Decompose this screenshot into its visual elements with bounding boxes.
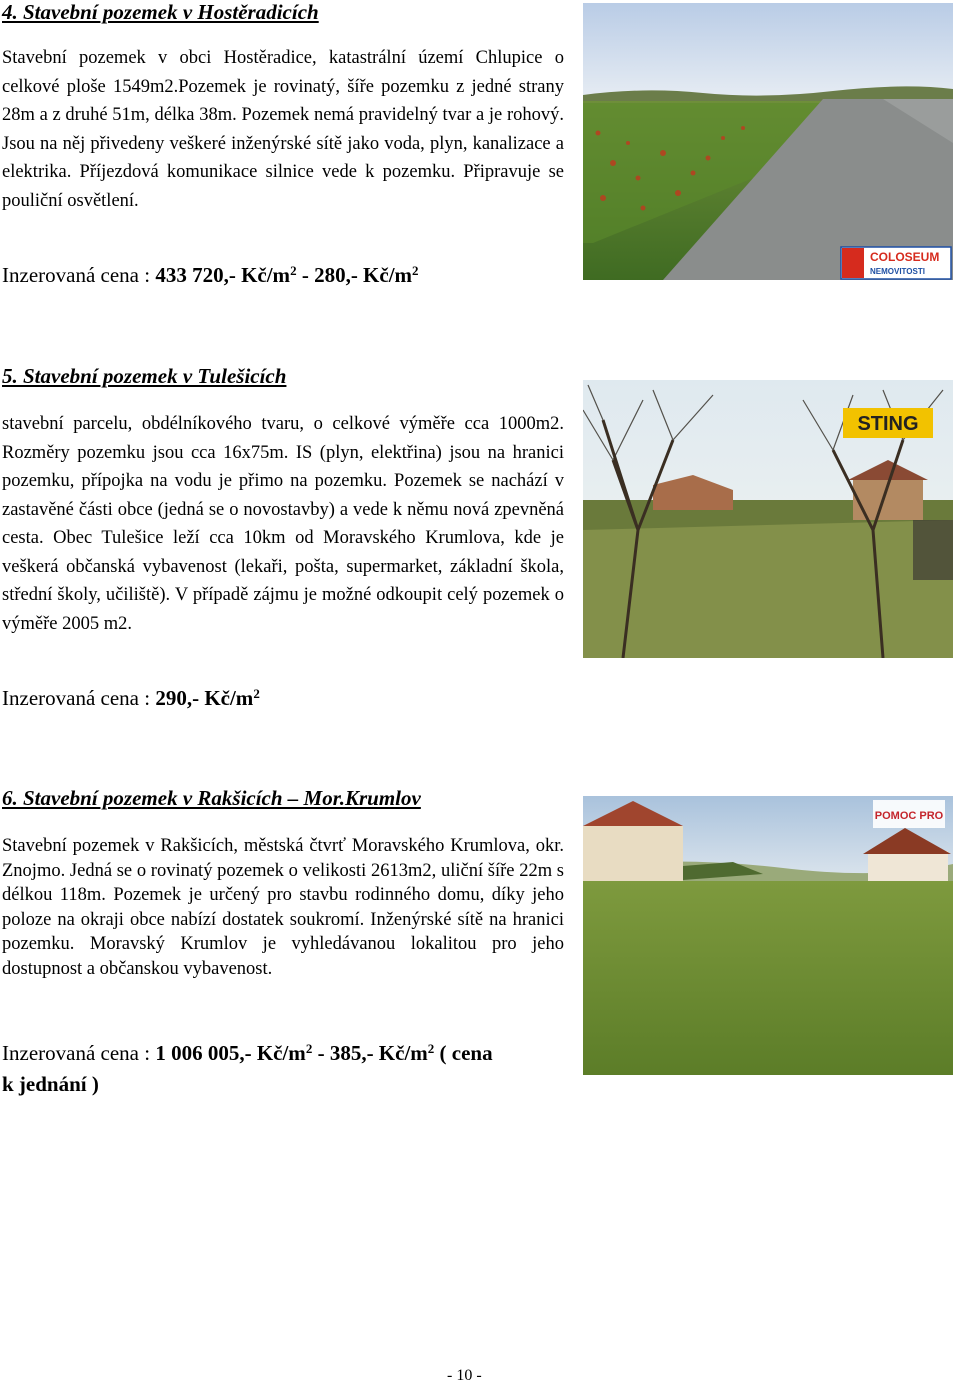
sting-logo-text: STING xyxy=(857,413,919,435)
price-label: Inzerovaná cena : xyxy=(2,263,156,287)
pomoc-pro-logo-text: POMOC PRO xyxy=(874,810,944,822)
coloseum-logo-line1: COLOSEUM xyxy=(870,250,940,264)
price-superscript: 2 xyxy=(427,1041,435,1056)
coloseum-logo xyxy=(841,247,951,279)
price-line xyxy=(2,1038,562,1100)
price-value: 290,- Kč/m xyxy=(155,686,254,710)
section-description: Stavební pozemek v Rakšicích, městská čtvrť Moravského Krumlova, okr. Znojmo. Jedná se o rovinatý pozemek o velikosti 2613m2, uliční šíře 22m s délkou 118m. Pozemek je určený pro stavbu rodinného domu, díky jeho poloze na okraji obce nabízí dostatek soukromí. Inženýrské sítě na hranici pozemku. Moravský Krumlov je vyhledávanou lokalitou pro jeho dostupnost a občanskou vybavenost. xyxy=(2,836,564,979)
price-superscript: 2 xyxy=(305,1041,313,1056)
land-photo xyxy=(583,3,953,280)
section-description: Stavební pozemek v obci Hostěradice, katastrální území Chlupice o celkové ploše 1549m2.Pozemek je rovinatý, šíře pozemku z jedné strany 28m a z druhé 51m, délka 38m. Pozemek nemá pravidelný tvar a je rohový. Jsou na něj přivedeny veškeré inženýrské sítě jako voda, plyn, kanalizace a elektrika. Příjezdová komunikace silnice vede k pozemku. Připravuje se pouliční osvětlení. xyxy=(2,48,564,211)
price-superscript: 2 xyxy=(253,686,260,701)
price-line xyxy=(2,263,419,288)
price-separator: - xyxy=(296,263,315,287)
price-value: 1 006 005,- Kč/m xyxy=(155,1041,306,1065)
page-number: - 10 - xyxy=(447,1367,482,1384)
price-superscript: 2 xyxy=(290,263,297,278)
price-separator: - xyxy=(312,1041,330,1065)
price-value: 433 720,- Kč/m xyxy=(155,263,291,287)
section-heading: 6. Stavební pozemek v Rakšicích – Mor.Krumlov xyxy=(2,786,421,810)
section-heading: 4. Stavební pozemek v Hostěradicích xyxy=(2,0,319,24)
price-label: Inzerovaná cena : xyxy=(2,686,156,710)
land-photo xyxy=(583,796,953,1075)
price-label: Inzerovaná cena : xyxy=(2,1041,156,1065)
price-line xyxy=(2,686,260,711)
section-description: stavební parcelu, obdélníkového tvaru, o celkové výměře cca 1000m2. Rozměry pozemku jsou cca 16x75m. IS (plyn, elektřina) jsou na hranici pozemku, přípojka na vodu je přimo na pozemku. Pozemek se nachází v zastavěné části obce (jedná se o novostavby) a vede k němu nová zpevněná cesta. Obec Tulešice leží cca 10km od Moravského Krumlova, kde je veškerá občanská vybavenost (lekaři, pošta, supermarket, základní škola, střední školy, učiliště). V případě zájmu je možné odkoupit celý pozemek o výměře 2005 m2. xyxy=(2,414,564,634)
sting-logo xyxy=(843,408,933,438)
price-value-2: 280,- Kč/m xyxy=(314,263,413,287)
price-note: ( cena xyxy=(434,1041,493,1065)
section-heading: 5. Stavební pozemek v Tulešicích xyxy=(2,364,287,388)
price-superscript: 2 xyxy=(412,263,419,278)
coloseum-logo-line2: NEMOVITOSTI xyxy=(870,267,925,276)
price-note-2: k jednání ) xyxy=(2,1072,99,1096)
pomoc-pro-logo xyxy=(873,800,945,828)
land-photo xyxy=(583,380,953,658)
price-value-2: 385,- Kč/m xyxy=(329,1041,428,1065)
